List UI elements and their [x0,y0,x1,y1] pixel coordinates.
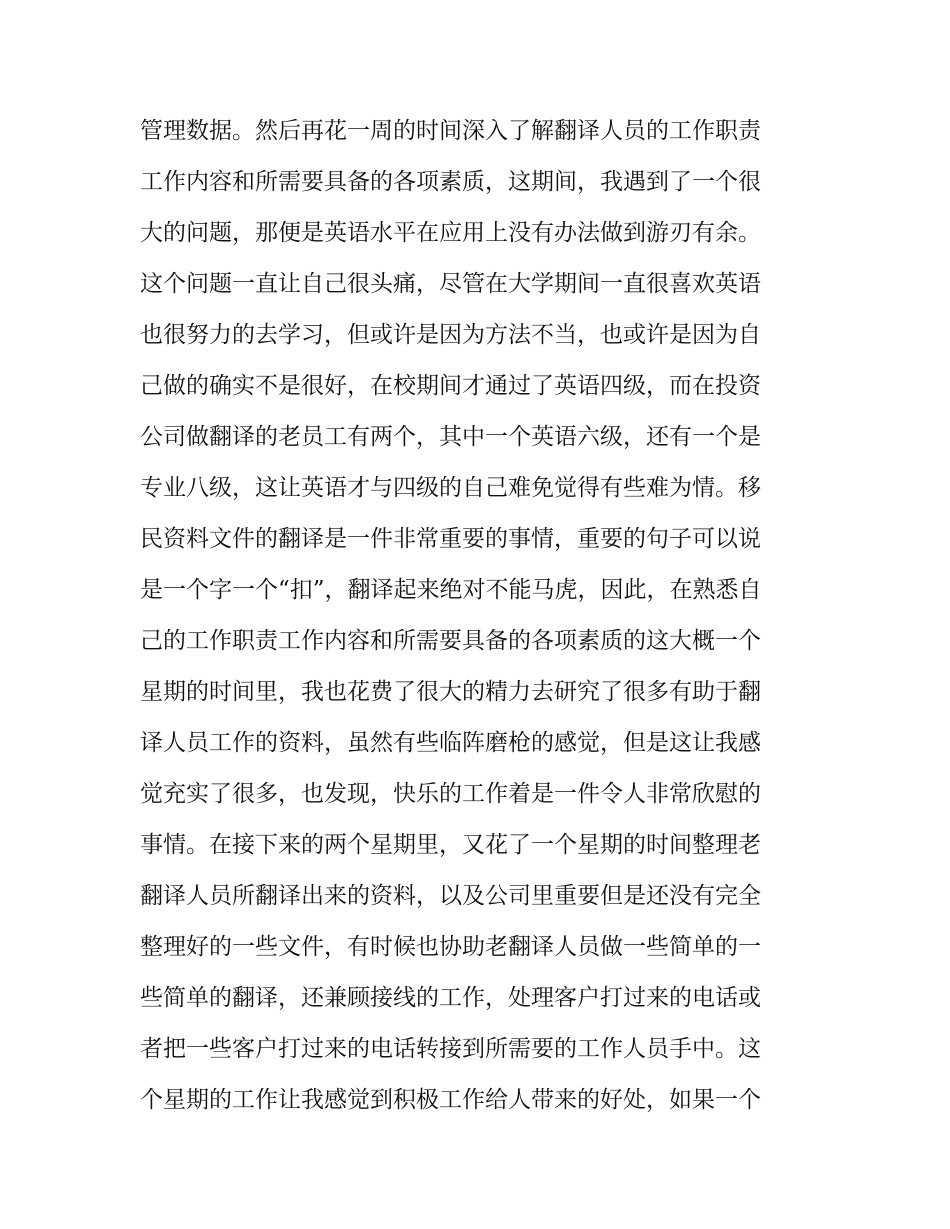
text-line-4: 这个问题一直让自己很头痛，尽管在大学期间一直很喜欢英语 [140,271,761,297]
text-line-9: 民资料文件的翻译是一件非常重要的事情，重要的句子可以说 [140,526,761,552]
text-line-10: 是一个字一个“扣”，翻译起来绝对不能马虎，因此，在熟悉自 [140,577,762,603]
text-line-20: 个星期的工作让我感觉到积极工作给人带来的好处，如果一个 [140,1087,761,1113]
text-line-19: 者把一些客户打过来的电话转接到所需要的工作人员手中。这 [140,1036,761,1062]
text-line-1: 管理数据。然后再花一周的时间深入了解翻译人员的工作职责 [140,118,761,144]
text-line-15: 事情。在接下来的两个星期里，又花了一个星期的时间整理老 [140,832,761,858]
text-line-12: 星期的时间里，我也花费了很大的精力去研究了很多有助于翻 [140,679,761,705]
text-line-2: 工作内容和所需要具备的各项素质，这期间，我遇到了一个很 [140,169,761,195]
text-line-6: 己做的确实不是很好，在校期间才通过了英语四级，而在投资 [140,373,761,399]
text-line-8: 专业八级，这让英语才与四级的自己难免觉得有些难为情。移 [140,475,761,501]
body-text [140,106,820,1126]
text-line-7: 公司做翻译的老员工有两个，其中一个英语六级，还有一个是 [140,424,761,450]
text-line-18: 些简单的翻译，还兼顾接线的工作，处理客户打过来的电话或 [140,985,761,1011]
text-line-16: 翻译人员所翻译出来的资料，以及公司里重要但是还没有完全 [140,883,761,909]
text-line-5: 也很努力的去学习，但或许是因为方法不当，也或许是因为自 [140,322,761,348]
text-line-14: 觉充实了很多，也发现，快乐的工作着是一件令人非常欣慰的 [140,781,761,807]
text-line-13: 译人员工作的资料，虽然有些临阵磨枪的感觉，但是这让我感 [140,730,761,756]
text-line-11: 己的工作职责工作内容和所需要具备的各项素质的这大概一个 [140,628,761,654]
text-line-17: 整理好的一些文件，有时候也协助老翻译人员做一些简单的一 [140,934,761,960]
text-line-3: 大的问题，那便是英语水平在应用上没有办法做到游刃有余。 [140,220,761,246]
